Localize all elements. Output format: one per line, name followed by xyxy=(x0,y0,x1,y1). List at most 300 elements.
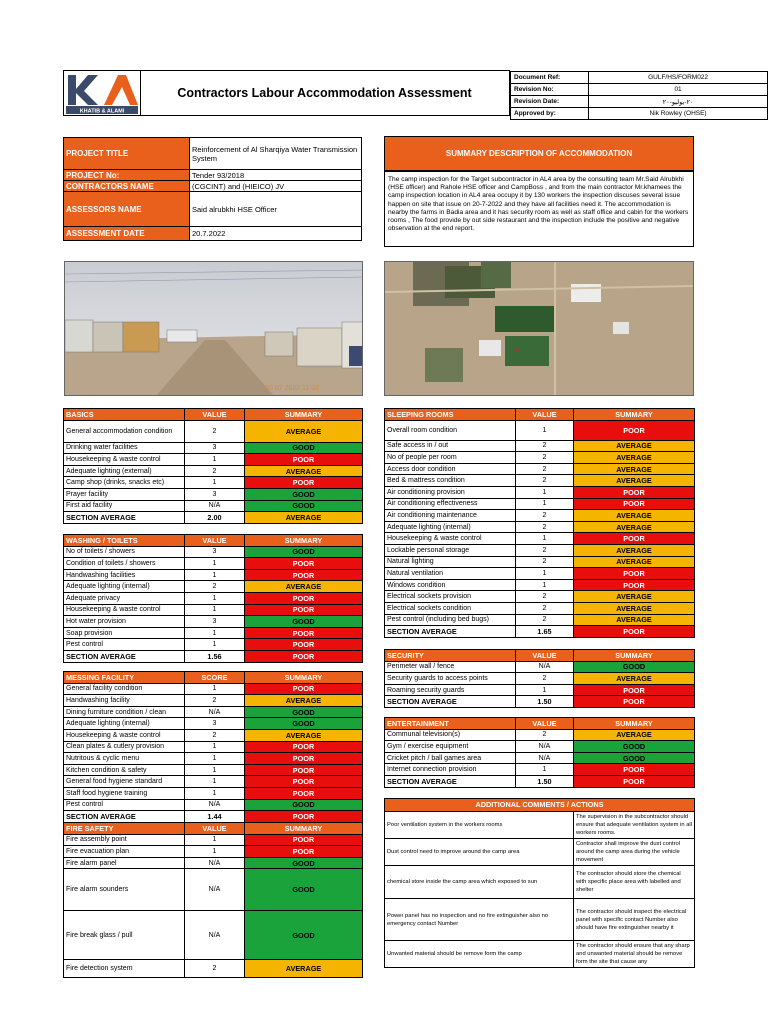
criterion-label: Communal television(s) xyxy=(385,729,516,741)
section-average-rating: POOR xyxy=(574,775,695,787)
section-header-row xyxy=(64,535,363,547)
section-title: BASICS xyxy=(64,409,185,421)
summary-column-header: SUMMARY xyxy=(574,409,695,421)
assessment-row xyxy=(385,729,695,741)
assessment-row xyxy=(64,706,363,718)
logo-text: KHATIB & ALAMI xyxy=(79,108,125,115)
section-average-row xyxy=(385,696,695,708)
criterion-label: Overall room condition xyxy=(385,420,516,440)
rating-badge: AVERAGE xyxy=(574,544,695,556)
section-average-rating: POOR xyxy=(245,650,363,662)
criterion-value: 1 xyxy=(185,834,245,846)
section-average-label: SECTION AVERAGE xyxy=(64,811,185,823)
criterion-label: No of toilets / showers xyxy=(64,546,185,558)
section-average-value: 1.65 xyxy=(516,626,574,638)
criterion-label: Air conditioning maintenance xyxy=(385,510,516,522)
photo-timestamp: 20 07 2022 11 02 xyxy=(265,385,319,392)
criterion-label: Cricket pitch / ball games area xyxy=(385,752,516,764)
assessment-row xyxy=(385,510,695,522)
assessment-row xyxy=(64,442,363,454)
entertainment-table xyxy=(384,717,695,788)
rating-badge: AVERAGE xyxy=(245,695,363,707)
criterion-label: Security guards to access points xyxy=(385,673,516,685)
criterion-label: Dining furniture condition / clean xyxy=(64,706,185,718)
criterion-value: 1 xyxy=(185,776,245,788)
criterion-value: 1 xyxy=(185,477,245,489)
value-column-header: VALUE xyxy=(516,650,574,662)
section-average-label: SECTION AVERAGE xyxy=(385,696,516,708)
rating-badge: AVERAGE xyxy=(574,521,695,533)
rating-badge: AVERAGE xyxy=(245,420,363,442)
comment-action: The contractor should ensure that any sharp and unwanted material should be remove form the site that cause any xyxy=(574,941,695,968)
project-value: Tender 93/2018 xyxy=(190,170,362,181)
rating-badge: POOR xyxy=(245,477,363,489)
assessment-row xyxy=(385,661,695,673)
project-row xyxy=(64,192,362,227)
criterion-value: N/A xyxy=(516,661,574,673)
criterion-value: 2 xyxy=(185,960,245,978)
section-header-row xyxy=(64,823,363,835)
section-average-rating: POOR xyxy=(574,696,695,708)
criterion-label: Staff food hygiene training xyxy=(64,787,185,799)
criterion-value: 1 xyxy=(185,592,245,604)
assessment-row xyxy=(385,673,695,685)
rating-badge: GOOD xyxy=(245,799,363,811)
rating-badge: POOR xyxy=(245,592,363,604)
summary-column-header: SUMMARY xyxy=(245,409,363,421)
criterion-label: Electrical sockets condition xyxy=(385,602,516,614)
assessment-row xyxy=(385,579,695,591)
assessment-row xyxy=(64,911,363,960)
camp-photo xyxy=(64,261,363,396)
rating-badge: GOOD xyxy=(574,661,695,673)
rating-badge: GOOD xyxy=(574,741,695,753)
criterion-value: 1 xyxy=(185,683,245,695)
assessment-row xyxy=(385,684,695,696)
criterion-label: Fire alarm sounders xyxy=(64,869,185,911)
criterion-label: Handwashing facility xyxy=(64,695,185,707)
washing-toilets-table xyxy=(63,534,363,663)
criterion-value: 1 xyxy=(185,764,245,776)
meta-value: 01 xyxy=(589,84,768,96)
assessment-row xyxy=(64,718,363,730)
criterion-value: N/A xyxy=(185,857,245,869)
criterion-value: 1 xyxy=(516,684,574,696)
rating-badge: AVERAGE xyxy=(245,960,363,978)
criterion-label: Drinking water facilities xyxy=(64,442,185,454)
criterion-value: 1 xyxy=(516,568,574,580)
assessment-row xyxy=(385,568,695,580)
rating-badge: POOR xyxy=(245,569,363,581)
meta-row xyxy=(511,84,768,96)
criterion-value: 1 xyxy=(185,741,245,753)
section-average-value: 1.50 xyxy=(516,696,574,708)
criterion-label: Housekeeping & waste control xyxy=(64,604,185,616)
criterion-value: 1 xyxy=(185,639,245,651)
criterion-value: 2 xyxy=(516,440,574,452)
project-row xyxy=(64,138,362,170)
project-value: (CGCINT) and (HIEICO) JV xyxy=(190,181,362,192)
criterion-label: Camp shop (drinks, snacks etc) xyxy=(64,477,185,489)
assessment-row xyxy=(385,556,695,568)
rating-badge: GOOD xyxy=(245,500,363,512)
assessment-row xyxy=(385,498,695,510)
assessment-row xyxy=(64,846,363,858)
criterion-value: 1 xyxy=(185,753,245,765)
project-value: Said alrubkhi HSE Officer xyxy=(190,192,362,227)
rating-badge: POOR xyxy=(245,834,363,846)
rating-badge: AVERAGE xyxy=(574,452,695,464)
criterion-label: Gym / exercise equipment xyxy=(385,741,516,753)
rating-badge: AVERAGE xyxy=(574,475,695,487)
meta-key: Revision Date: xyxy=(511,96,589,108)
rating-badge: POOR xyxy=(574,420,695,440)
rating-badge: AVERAGE xyxy=(574,602,695,614)
security-table xyxy=(384,649,695,708)
criterion-label: Fire assembly point xyxy=(64,834,185,846)
rating-badge: POOR xyxy=(245,776,363,788)
meta-key: Document Ref: xyxy=(511,72,589,84)
assessment-row xyxy=(64,799,363,811)
section-title: FIRE SAFETY xyxy=(64,823,185,835)
assessment-row xyxy=(64,960,363,978)
assessment-row xyxy=(385,533,695,545)
criterion-value: N/A xyxy=(185,869,245,911)
assessment-row xyxy=(64,627,363,639)
section-title: SECURITY xyxy=(385,650,516,662)
comment-issue: Dust control need to improve around the camp area xyxy=(385,839,574,866)
criterion-value: 3 xyxy=(185,718,245,730)
criterion-value: 1 xyxy=(516,498,574,510)
assessment-row xyxy=(64,741,363,753)
rating-badge: AVERAGE xyxy=(574,591,695,603)
rating-badge: POOR xyxy=(245,683,363,695)
assessment-row xyxy=(64,683,363,695)
criterion-label: Housekeeping & waste control xyxy=(64,454,185,466)
assessment-row xyxy=(385,591,695,603)
document-meta-table xyxy=(510,71,768,120)
comment-issue: Poor ventilation system in the workers rooms xyxy=(385,812,574,839)
criterion-value: 2 xyxy=(516,463,574,475)
criterion-value: 2 xyxy=(516,614,574,626)
section-average-value: 1.50 xyxy=(516,775,574,787)
criterion-value: 2 xyxy=(516,556,574,568)
summary-column-header: SUMMARY xyxy=(574,718,695,730)
comment-row xyxy=(385,899,695,941)
section-header-row xyxy=(385,650,695,662)
rating-badge: POOR xyxy=(245,753,363,765)
criterion-value: 1 xyxy=(516,579,574,591)
criterion-value: 1 xyxy=(185,558,245,570)
section-average-value: 1.44 xyxy=(185,811,245,823)
assessment-row xyxy=(385,544,695,556)
project-row xyxy=(64,181,362,192)
criterion-label: Adequate lighting (internal) xyxy=(385,521,516,533)
criterion-label: Air conditioning effectiveness xyxy=(385,498,516,510)
criterion-label: Prayer facility xyxy=(64,488,185,500)
criterion-label: Hot water provision xyxy=(64,616,185,628)
section-average-row xyxy=(64,512,363,524)
assessment-row xyxy=(64,581,363,593)
project-label: ASSESSORS NAME xyxy=(64,192,190,227)
meta-row xyxy=(511,108,768,120)
rating-badge: AVERAGE xyxy=(574,614,695,626)
section-average-label: SECTION AVERAGE xyxy=(385,626,516,638)
criterion-label: Adequate privacy xyxy=(64,592,185,604)
summary-column-header: SUMMARY xyxy=(574,650,695,662)
rating-badge: AVERAGE xyxy=(245,729,363,741)
rating-badge: GOOD xyxy=(245,869,363,911)
criterion-value: 2 xyxy=(516,729,574,741)
criterion-label: Natural ventilation xyxy=(385,568,516,580)
rating-badge: POOR xyxy=(574,486,695,498)
criterion-value: 2 xyxy=(516,452,574,464)
rating-badge: AVERAGE xyxy=(574,556,695,568)
criterion-label: Air conditioning provision xyxy=(385,486,516,498)
assessment-row xyxy=(385,752,695,764)
assessment-row xyxy=(385,452,695,464)
criterion-label: No of people per room xyxy=(385,452,516,464)
comment-issue: chemical store inside the camp area which exposed to sun xyxy=(385,866,574,899)
criterion-label: Roaming security guards xyxy=(385,684,516,696)
section-average-rating: POOR xyxy=(245,811,363,823)
summary-text: The camp inspection for the Target subcontractor in AL4 area by the consulting team Mr.Said Alrubkhi (HSE officer) and Rahole HSE officer and CampBoss , and from the main contractor Mr.khamees the camp inspection location in AL4 area occupy it by 130 workers the inspection discuses several issue happen on site that issue on 20-7-2022 and they have all facilities need it. The accommodation is nearby the farms in Badia area and it has security room as well as staff office and cabin for the workers rooms , The food provide by out side restaurant and the inspection include the positive and negative observation at the end report. xyxy=(384,171,694,247)
section-title: SLEEPING ROOMS xyxy=(385,409,516,421)
rating-badge: POOR xyxy=(574,533,695,545)
project-label: PROJECT No: xyxy=(64,170,190,181)
summary-header: SUMMARY DESCRIPTION OF ACCOMMODATION xyxy=(384,136,694,171)
assessment-row xyxy=(385,475,695,487)
rating-badge: AVERAGE xyxy=(574,729,695,741)
assessment-row xyxy=(64,639,363,651)
rating-badge: AVERAGE xyxy=(574,463,695,475)
comment-row xyxy=(385,941,695,968)
rating-badge: AVERAGE xyxy=(574,673,695,685)
value-column-header: SCORE xyxy=(185,672,245,684)
assessment-row xyxy=(385,486,695,498)
rating-badge: POOR xyxy=(574,498,695,510)
assessment-row xyxy=(64,787,363,799)
criterion-value: 2 xyxy=(516,544,574,556)
comments-header: ADDITIONAL COMMENTS / ACTIONS xyxy=(385,799,695,812)
meta-row xyxy=(511,96,768,108)
assessment-row xyxy=(64,477,363,489)
criterion-label: Housekeeping & waste control xyxy=(64,729,185,741)
criterion-value: 3 xyxy=(185,442,245,454)
criterion-label: Electrical sockets provision xyxy=(385,591,516,603)
project-row xyxy=(64,170,362,181)
criterion-value: 1 xyxy=(185,846,245,858)
rating-badge: GOOD xyxy=(245,706,363,718)
section-header-row xyxy=(64,409,363,421)
assessment-row xyxy=(64,500,363,512)
assessment-row xyxy=(385,420,695,440)
summary-column-header: SUMMARY xyxy=(245,535,363,547)
project-label: ASSESSMENT DATE xyxy=(64,227,190,241)
meta-value: GULF/HS/FORM022 xyxy=(589,72,768,84)
rating-badge: POOR xyxy=(245,639,363,651)
criterion-value: 1 xyxy=(185,787,245,799)
project-value: Reinforcement of Al Sharqiya Water Transmission System xyxy=(190,138,362,170)
meta-row xyxy=(511,72,768,84)
value-column-header: VALUE xyxy=(516,718,574,730)
section-title: MESSING FACILITY xyxy=(64,672,185,684)
value-column-header: VALUE xyxy=(516,409,574,421)
comment-issue: Power panel has no inspection and no fire extinguisher also no emergency contact Number xyxy=(385,899,574,941)
criterion-label: Fire evacuation plan xyxy=(64,846,185,858)
section-average-rating: POOR xyxy=(574,626,695,638)
criterion-label: Pest control xyxy=(64,639,185,651)
assessment-row xyxy=(385,614,695,626)
assessment-row xyxy=(64,616,363,628)
aerial-map-photo xyxy=(384,261,694,396)
criterion-label: Lockable personal storage xyxy=(385,544,516,556)
assessment-row xyxy=(64,729,363,741)
comment-issue: Unwanted material should be remove form the camp xyxy=(385,941,574,968)
rating-badge: GOOD xyxy=(245,857,363,869)
assessment-row xyxy=(64,465,363,477)
comment-action: The contractor should inspect the electrical panel with specific contact Number also should have fire extinguisher nearby it xyxy=(574,899,695,941)
criterion-value: N/A xyxy=(185,799,245,811)
criterion-label: Fire break glass / pull xyxy=(64,911,185,960)
criterion-value: 3 xyxy=(185,616,245,628)
criterion-value: 1 xyxy=(516,764,574,776)
criterion-label: Adequate lighting (internal) xyxy=(64,581,185,593)
criterion-value: 2 xyxy=(185,729,245,741)
criterion-value: N/A xyxy=(516,741,574,753)
comment-row xyxy=(385,839,695,866)
project-label: PROJECT TITLE xyxy=(64,138,190,170)
criterion-value: 2 xyxy=(516,510,574,522)
rating-badge: AVERAGE xyxy=(574,440,695,452)
rating-badge: POOR xyxy=(245,604,363,616)
section-header-row xyxy=(385,409,695,421)
section-header-row xyxy=(64,672,363,684)
rating-badge: POOR xyxy=(245,627,363,639)
assessment-row xyxy=(64,776,363,788)
rating-badge: POOR xyxy=(574,684,695,696)
criterion-value: 3 xyxy=(185,488,245,500)
section-title: ENTERTAINMENT xyxy=(385,718,516,730)
criterion-label: Access door condition xyxy=(385,463,516,475)
criterion-label: General facility condition xyxy=(64,683,185,695)
assessment-row xyxy=(64,695,363,707)
rating-badge: POOR xyxy=(245,558,363,570)
assessment-row xyxy=(385,521,695,533)
comment-row xyxy=(385,812,695,839)
comments-header-row xyxy=(385,799,695,812)
rating-badge: POOR xyxy=(245,787,363,799)
criterion-label: Condition of toilets / showers xyxy=(64,558,185,570)
meta-key: Approved by: xyxy=(511,108,589,120)
project-value: 20.7.2022 xyxy=(190,227,362,241)
criterion-label: General accommodation condition xyxy=(64,420,185,442)
criterion-label: Adequate lighting (internal) xyxy=(64,718,185,730)
basics-table xyxy=(63,408,363,524)
rating-badge: POOR xyxy=(245,741,363,753)
rating-badge: AVERAGE xyxy=(245,465,363,477)
criterion-value: N/A xyxy=(516,752,574,764)
rating-badge: POOR xyxy=(245,846,363,858)
section-average-row xyxy=(64,811,363,823)
value-column-header: VALUE xyxy=(185,535,245,547)
criterion-value: 2 xyxy=(185,420,245,442)
criterion-label: General food hygiene standard xyxy=(64,776,185,788)
criterion-label: First aid facility xyxy=(64,500,185,512)
section-average-row xyxy=(385,626,695,638)
assessment-row xyxy=(64,764,363,776)
rating-badge: POOR xyxy=(574,568,695,580)
section-average-label: SECTION AVERAGE xyxy=(64,650,185,662)
value-column-header: VALUE xyxy=(185,823,245,835)
meta-value: Nik Rowley (OHSE) xyxy=(589,108,768,120)
rating-badge: POOR xyxy=(245,454,363,466)
criterion-value: 2 xyxy=(516,521,574,533)
rating-badge: POOR xyxy=(574,764,695,776)
rating-badge: GOOD xyxy=(245,616,363,628)
assessment-row xyxy=(64,558,363,570)
assessment-row xyxy=(64,592,363,604)
criterion-value: 1 xyxy=(185,569,245,581)
summary-column-header: SUMMARY xyxy=(245,672,363,684)
messing-facility-table xyxy=(63,671,363,823)
criterion-label: Fire detection system xyxy=(64,960,185,978)
rating-badge: GOOD xyxy=(245,488,363,500)
criterion-value: 1 xyxy=(185,454,245,466)
criterion-value: 1 xyxy=(185,604,245,616)
assessment-row xyxy=(385,463,695,475)
project-row xyxy=(64,227,362,241)
criterion-value: 2 xyxy=(516,475,574,487)
section-title: WASHING / TOILETS xyxy=(64,535,185,547)
criterion-label: Fire alarm panel xyxy=(64,857,185,869)
criterion-label: Nutritous & cyclic menu xyxy=(64,753,185,765)
criterion-value: 3 xyxy=(185,546,245,558)
rating-badge: GOOD xyxy=(574,752,695,764)
criterion-label: Bed & mattress condition xyxy=(385,475,516,487)
project-label: CONTRACTORS NAME xyxy=(64,181,190,192)
criterion-value: 2 xyxy=(516,673,574,685)
criterion-value: 2 xyxy=(185,581,245,593)
criterion-label: Internet connection provision xyxy=(385,764,516,776)
rating-badge: POOR xyxy=(245,764,363,776)
assessment-row xyxy=(64,753,363,765)
assessment-row xyxy=(64,569,363,581)
comment-action: Contractor shall improve the dust control around the camp area during the vehicle movement xyxy=(574,839,695,866)
fire-safety-table xyxy=(63,822,363,978)
value-column-header: VALUE xyxy=(185,409,245,421)
meta-value: ٢٠-يوليو-٢٠ xyxy=(589,96,768,108)
sleeping-rooms-table xyxy=(384,408,695,638)
assessment-row xyxy=(64,834,363,846)
section-average-row xyxy=(64,650,363,662)
rating-badge: AVERAGE xyxy=(574,510,695,522)
assessment-row xyxy=(64,604,363,616)
company-logo xyxy=(64,71,140,115)
project-info-table xyxy=(63,137,362,241)
criterion-value: 2 xyxy=(516,602,574,614)
criterion-value: N/A xyxy=(185,911,245,960)
criterion-label: Handwashing facilities xyxy=(64,569,185,581)
criterion-label: Pest control (including bed bugs) xyxy=(385,614,516,626)
assessment-row xyxy=(64,420,363,442)
assessment-row xyxy=(64,488,363,500)
assessment-row xyxy=(385,741,695,753)
comment-row xyxy=(385,866,695,899)
criterion-label: Safe access in / out xyxy=(385,440,516,452)
criterion-label: Pest control xyxy=(64,799,185,811)
criterion-label: Clean plates & cutlery provision xyxy=(64,741,185,753)
